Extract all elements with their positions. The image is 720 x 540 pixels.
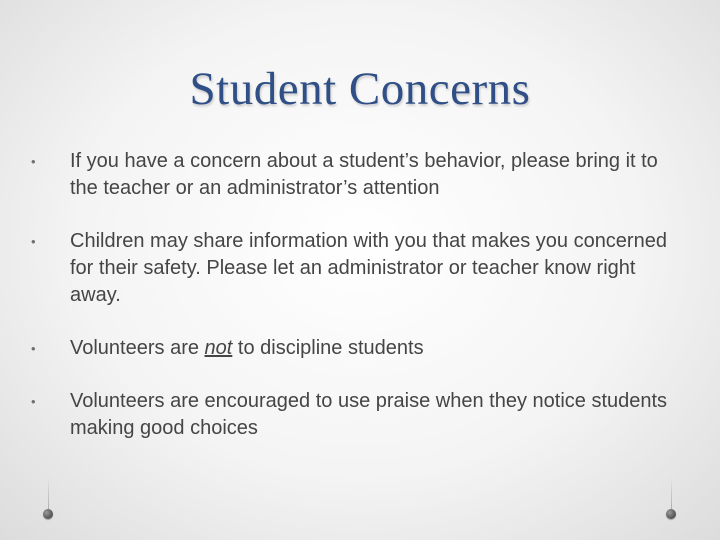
bullet-text: Children may share information with you that makes you concerned for their safety. Please let an administrator or teacher know right away. [70, 230, 667, 306]
bullet-text [70, 337, 424, 359]
emphasis-text: not [204, 337, 233, 359]
bullet-text: Volunteers are encouraged to use praise when they notice students making good choices [70, 390, 668, 439]
pin-left-icon [43, 509, 53, 519]
bullet-list [30, 148, 690, 442]
bullet-icon: • [31, 341, 36, 356]
pin-right-icon [666, 509, 676, 519]
bullet-icon: • [31, 234, 36, 249]
bullet-text-before: Volunteers are [70, 337, 205, 359]
bullet-text: If you have a concern about a student’s behavior, please bring it to the teacher or an administrator’s attention [70, 150, 658, 199]
slide-title: Student Concerns [189, 63, 531, 115]
bullet-item [30, 228, 690, 309]
bullet-item [30, 148, 690, 202]
decorative-line-right [671, 478, 672, 510]
bullet-icon: • [31, 154, 36, 169]
bullet-item [30, 388, 690, 442]
decorative-line-left [48, 478, 49, 510]
bullet-icon: • [31, 394, 36, 409]
bullet-text-after: to discipline students [232, 337, 424, 359]
bullet-item [30, 335, 690, 362]
